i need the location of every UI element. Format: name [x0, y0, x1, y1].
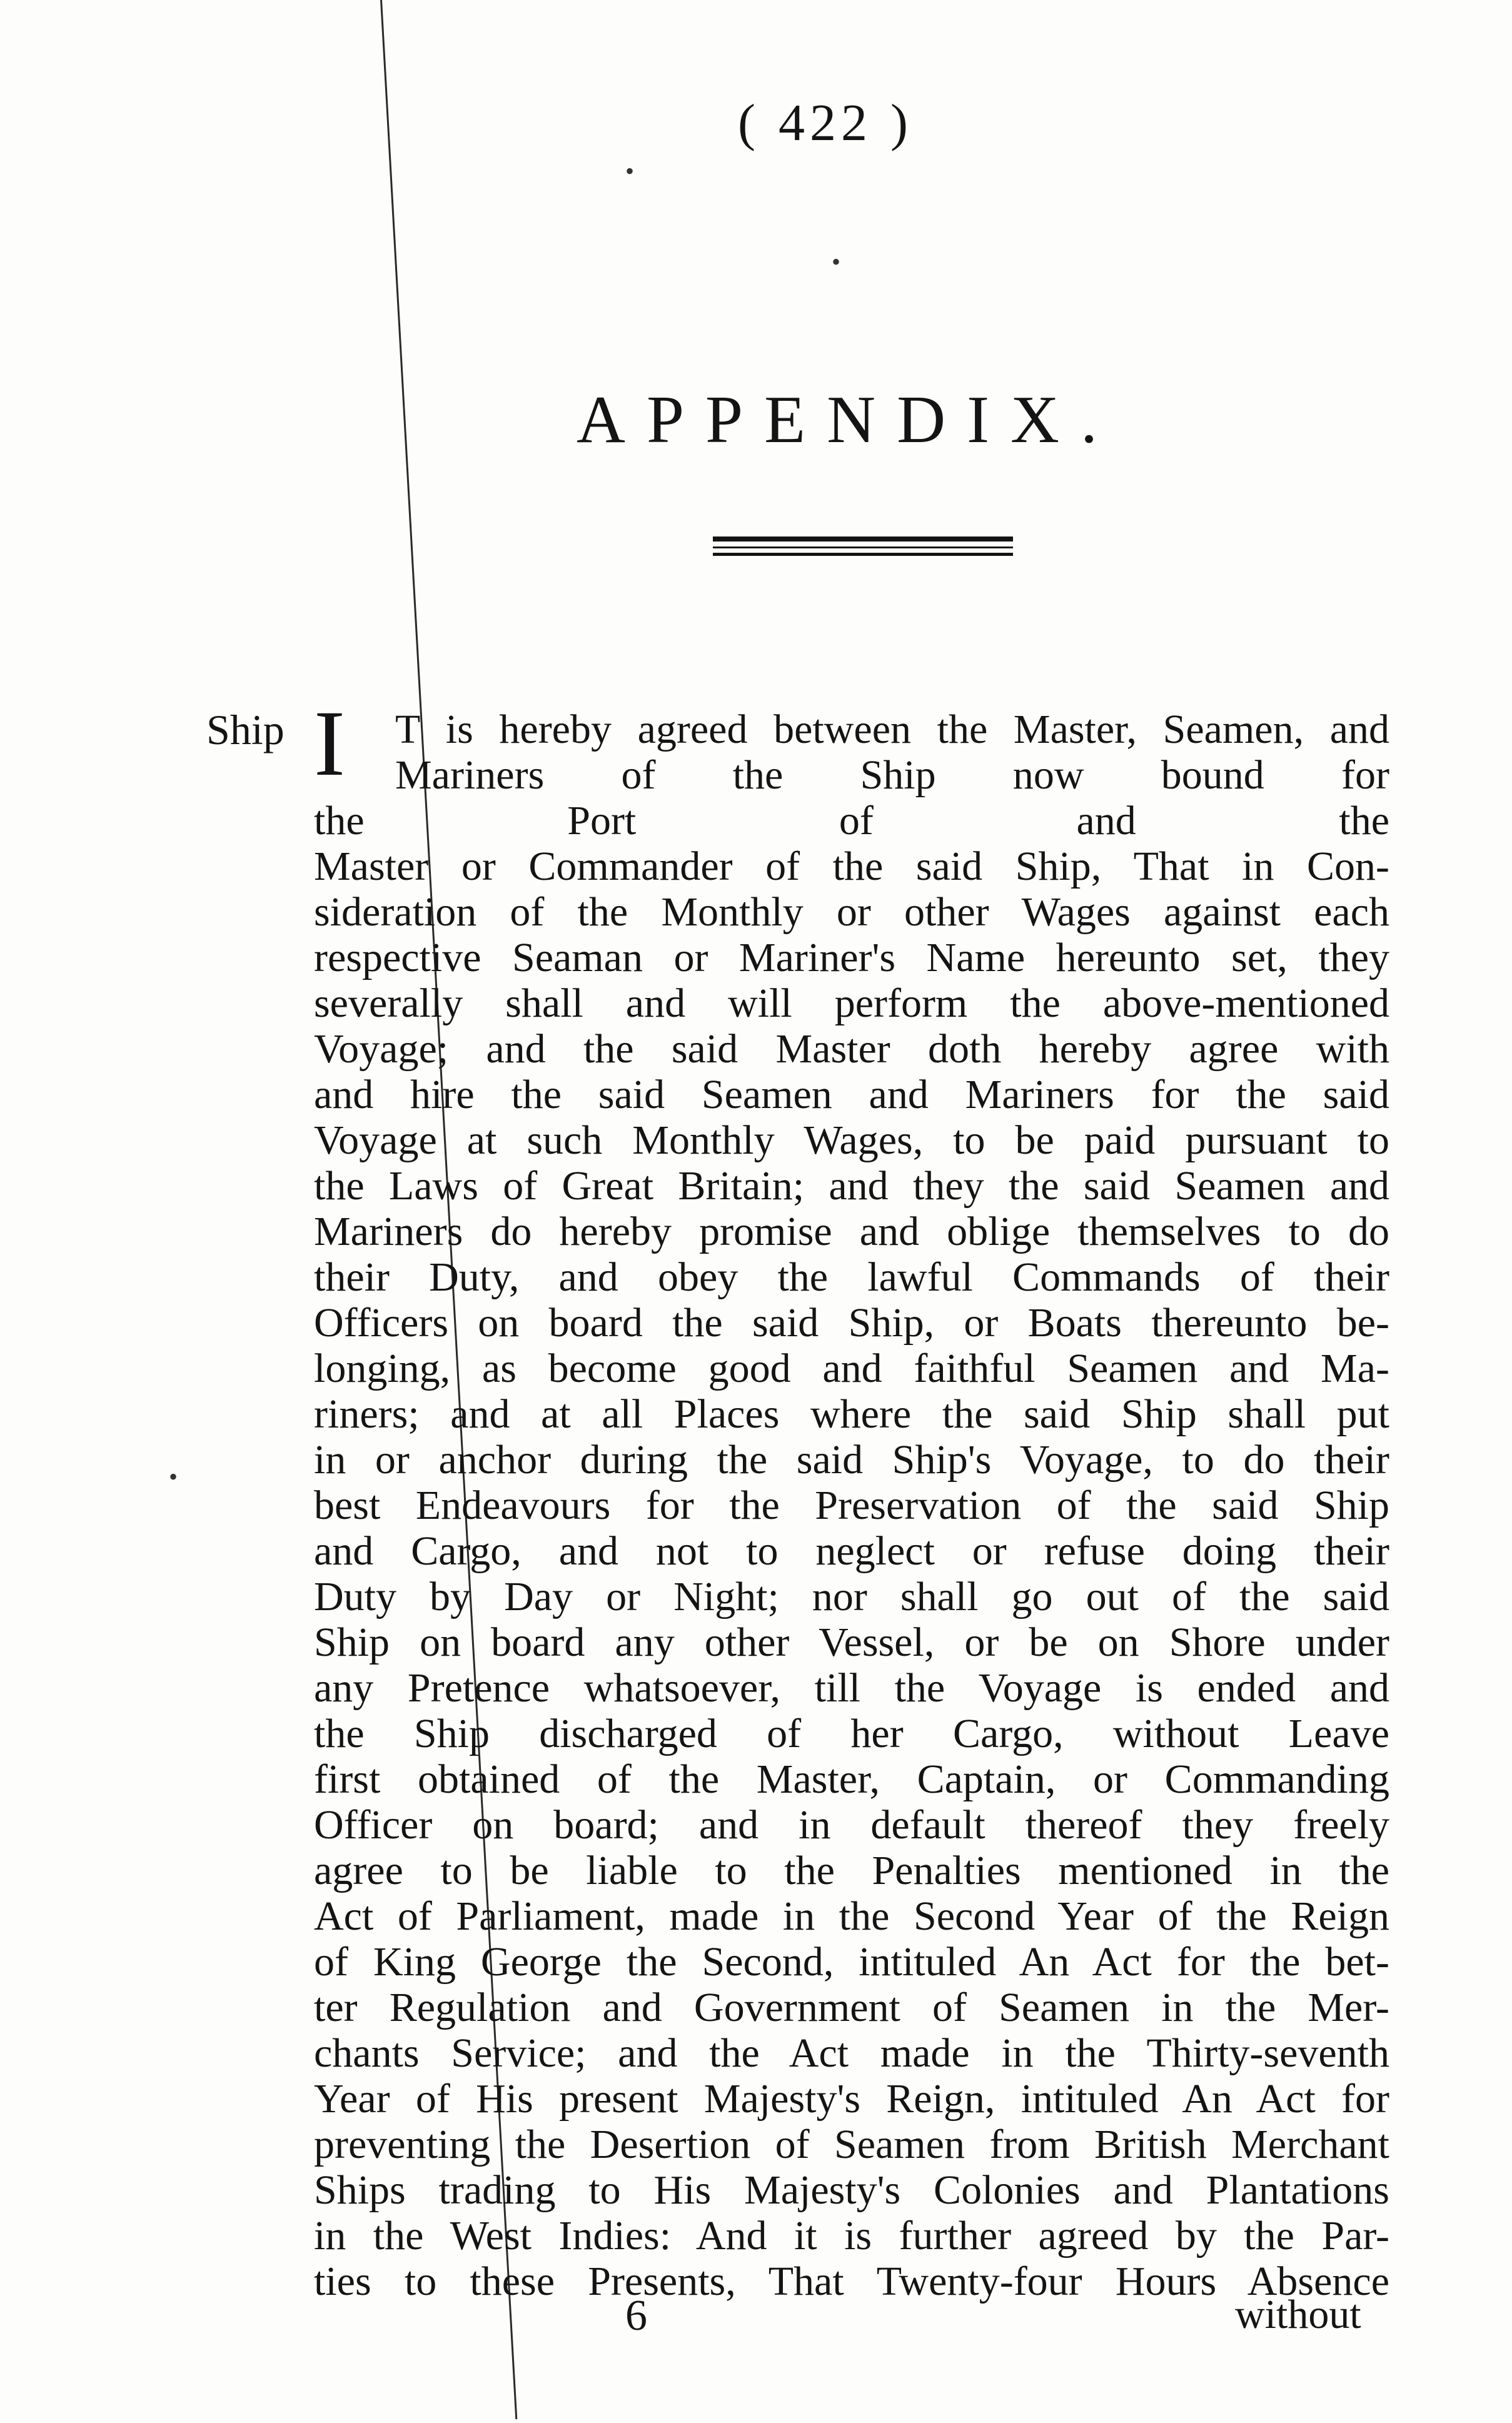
text-line: their Duty, and obey the lawful Commands of their [314, 1254, 1389, 1300]
ink-speck: • [625, 157, 635, 185]
text-line: in the West Indies: And it is further agreed by the Par- [314, 2213, 1389, 2259]
text-line: in or anchor during the said Ship's Voyage, to do their [314, 1437, 1389, 1483]
text-line: riners; and at all Places where the said Ship shall put [314, 1391, 1389, 1437]
text-line: T is hereby agreed between the Master, Seamen, and [395, 707, 1389, 752]
ink-speck: • [169, 1463, 178, 1491]
text-line: Duty by Day or Night; nor shall go out of the said [314, 1574, 1389, 1620]
appendix-heading: APPENDIX. [577, 383, 1119, 457]
text-line: Master or Commander of the said Ship, That in Con- [314, 844, 1389, 889]
catchword: without [1235, 2292, 1361, 2337]
text-line: ter Regulation and Government of Seamen in the Mer- [314, 1985, 1389, 2030]
text-line: severally shall and will perform the above-mentioned [314, 980, 1389, 1026]
text-line: the Laws of Great Britain; and they the said Seamen and [314, 1163, 1389, 1209]
text-line: Ship on board any other Vessel, or be on Shore under [314, 1620, 1389, 1665]
text-line: respective Seaman or Mariner's Name hereunto set, they [314, 935, 1389, 980]
heading-rule [713, 547, 1013, 548]
page-number: ( 422 ) [738, 94, 913, 152]
text-line: and hire the said Seamen and Mariners for the said [314, 1072, 1389, 1117]
text-line: the Ship discharged of her Cargo, without Leave [314, 1711, 1389, 1756]
heading-rule [713, 553, 1013, 556]
heading-rule [713, 536, 1013, 542]
text-line: preventing the Desertion of Seamen from British Merchant [314, 2122, 1389, 2167]
text-line: Voyage; and the said Master doth hereby agree with [314, 1026, 1389, 1072]
text-line: Year of His present Majesty's Reign, intituled An Act for [314, 2076, 1389, 2122]
text-line: longing, as become good and faithful Seamen and Ma- [314, 1346, 1389, 1391]
margin-note: Ship [206, 706, 285, 753]
text-line: Officers on board the said Ship, or Boats thereunto be- [314, 1300, 1389, 1346]
ink-speck: • [832, 248, 841, 276]
body-text [314, 707, 1389, 2304]
text-line: agree to be liable to the Penalties mentioned in the [314, 1848, 1389, 1893]
text-line: Mariners of the Ship now bound for [395, 752, 1389, 798]
text-line: Voyage at such Monthly Wages, to be paid pursuant to [314, 1117, 1389, 1163]
text-line: Mariners do hereby promise and oblige themselves to do [314, 1209, 1389, 1254]
text-line: Ships trading to His Majesty's Colonies and Plantations [314, 2167, 1389, 2213]
text-line: Officer on board; and in default thereof they freely [314, 1802, 1389, 1848]
text-line: sideration of the Monthly or other Wages against each [314, 889, 1389, 935]
drop-cap: I [314, 692, 345, 795]
text-line: the Port of and the [314, 798, 1389, 844]
signature-mark: 6 [625, 2292, 647, 2340]
text-line: best Endeavours for the Preservation of the said Ship [314, 1483, 1389, 1528]
text-line: any Pretence whatsoever, till the Voyage is ended and [314, 1665, 1389, 1711]
text-line: Act of Parliament, made in the Second Year of the Reign [314, 1893, 1389, 1939]
text-line: ties to these Presents, That Twenty-four Hours Absence [314, 2259, 1389, 2304]
text-line: chants Service; and the Act made in the Thirty-seventh [314, 2030, 1389, 2076]
text-line: of King George the Second, intituled An Act for the bet- [314, 1939, 1389, 1985]
text-line: and Cargo, and not to neglect or refuse doing their [314, 1528, 1389, 1574]
text-line: first obtained of the Master, Captain, or Commanding [314, 1756, 1389, 1802]
